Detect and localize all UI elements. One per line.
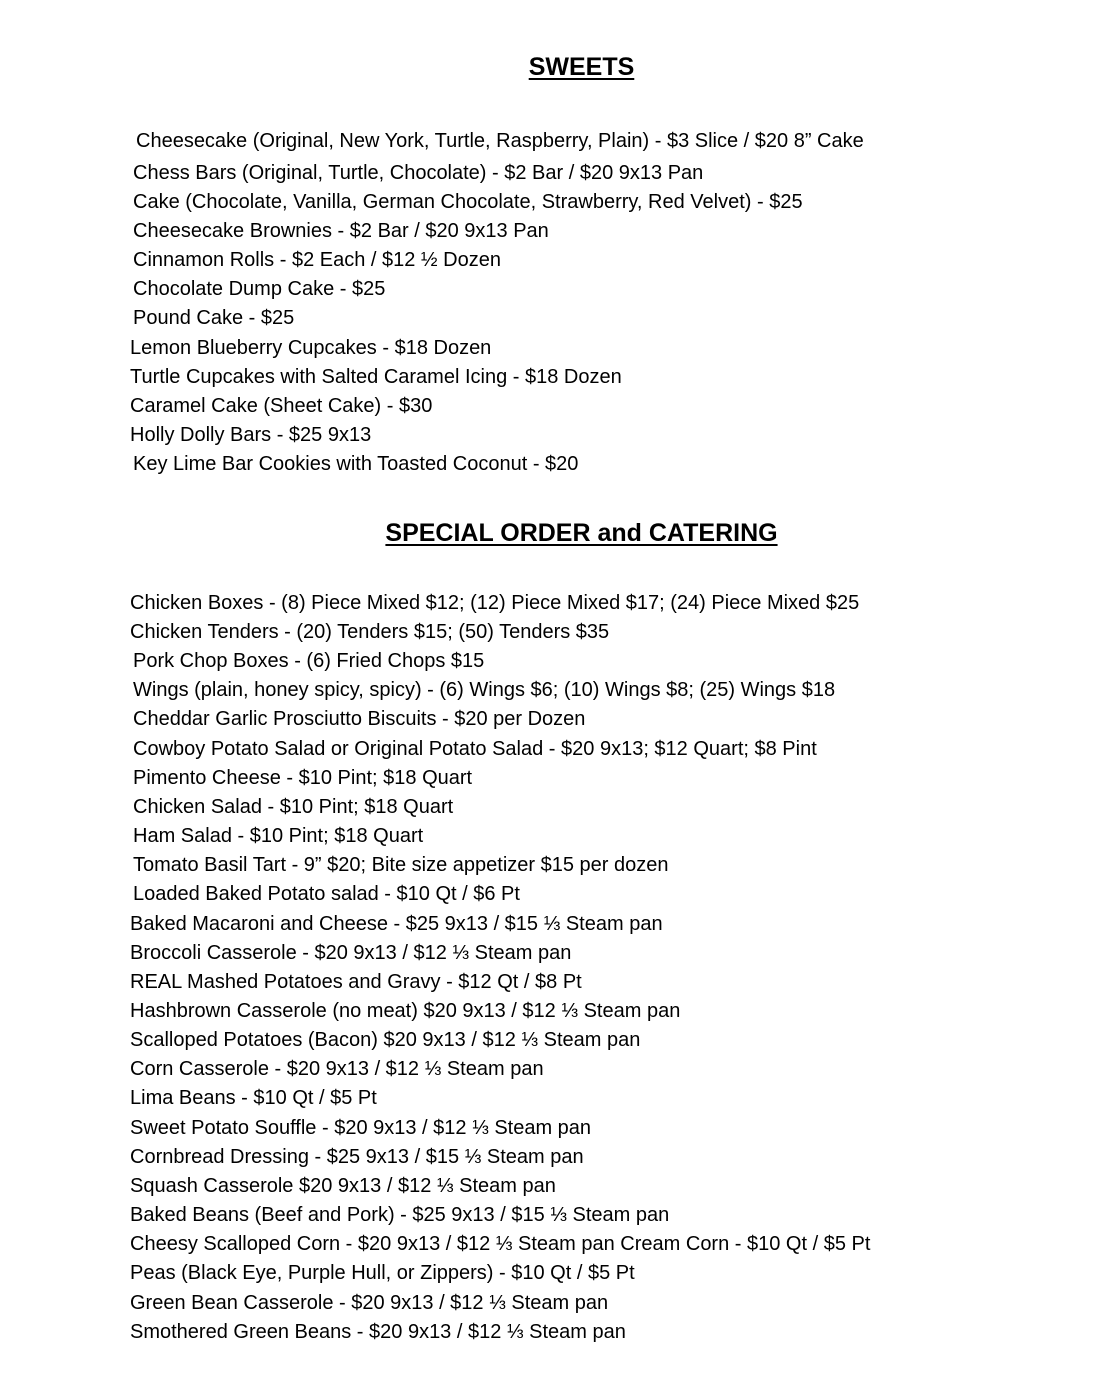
special-order-item: Cheddar Garlic Prosciutto Biscuits - $20 per Dozen [133,708,586,730]
sweets-item: Cinnamon Rolls - $2 Each / $12 ½ Dozen [133,249,501,271]
sweets-item: Cake (Chocolate, Vanilla, German Chocolate, Strawberry, Red Velvet) - $25 [133,191,803,213]
special-order-item: Smothered Green Beans - $20 9x13 / $12 ⅓ Steam pan [130,1321,626,1343]
special-order-item: Cowboy Potato Salad or Original Potato Salad - $20 9x13; $12 Quart; $8 Pint [133,738,817,760]
special-order-item: Tomato Basil Tart - 9” $20; Bite size appetizer $15 per dozen [133,854,669,876]
sweets-item: Lemon Blueberry Cupcakes - $18 Dozen [130,337,492,359]
special-order-item: Loaded Baked Potato salad - $10 Qt / $6 Pt [133,883,520,905]
special-order-item: Peas (Black Eye, Purple Hull, or Zippers) - $10 Qt / $5 Pt [130,1262,635,1284]
special-order-item: Chicken Boxes - (8) Piece Mixed $12; (12) Piece Mixed $17; (24) Piece Mixed $25 [130,592,860,614]
sweets-item: Cheesecake (Original, New York, Turtle, Raspberry, Plain) - $3 Slice / $20 8” Cake [136,130,864,152]
special-order-item: Scalloped Potatoes (Bacon) $20 9x13 / $12 ⅓ Steam pan [130,1029,641,1051]
special-order-item: Green Bean Casserole - $20 9x13 / $12 ⅓ Steam pan [130,1292,609,1314]
sweets-item: Caramel Cake (Sheet Cake) - $30 [130,395,433,417]
special-order-item: Chicken Tenders - (20) Tenders $15; (50) Tenders $35 [130,621,610,643]
special-order-item: Wings (plain, honey spicy, spicy) - (6) Wings $6; (10) Wings $8; (25) Wings $18 [133,679,836,701]
special-order-item: Pork Chop Boxes - (6) Fried Chops $15 [133,650,485,672]
special-order-item: Broccoli Casserole - $20 9x13 / $12 ⅓ Steam pan [130,942,572,964]
sweets-item: Holly Dolly Bars - $25 9x13 [130,424,372,446]
special-order-item: Pimento Cheese - $10 Pint; $18 Quart [133,767,473,789]
special-order-item: Corn Casserole - $20 9x13 / $12 ⅓ Steam pan [130,1058,544,1080]
sweets-heading: SWEETS [528,53,635,81]
special-order-item: Sweet Potato Souffle - $20 9x13 / $12 ⅓ Steam pan [130,1117,592,1139]
sweets-item: Chess Bars (Original, Turtle, Chocolate) - $2 Bar / $20 9x13 Pan [133,162,704,184]
special-order-item: Cheesy Scalloped Corn - $20 9x13 / $12 ⅓ Steam pan Cream Corn - $10 Qt / $5 Pt [130,1233,871,1255]
special-order-item: Baked Macaroni and Cheese - $25 9x13 / $15 ⅓ Steam pan [130,913,663,935]
special-order-item: Baked Beans (Beef and Pork) - $25 9x13 / $15 ⅓ Steam pan [130,1204,670,1226]
special-order-item: Hashbrown Casserole (no meat) $20 9x13 / $12 ⅓ Steam pan [130,1000,681,1022]
special-order-item: Ham Salad - $10 Pint; $18 Quart [133,825,424,847]
sweets-item: Chocolate Dump Cake - $25 [133,278,386,300]
special-order-item: Cornbread Dressing - $25 9x13 / $15 ⅓ Steam pan [130,1146,584,1168]
special-order-heading: SPECIAL ORDER and CATERING [385,519,778,547]
special-order-item: Lima Beans - $10 Qt / $5 Pt [130,1087,377,1109]
special-order-item: REAL Mashed Potatoes and Gravy - $12 Qt / $8 Pt [130,971,582,993]
sweets-item: Pound Cake - $25 [133,307,295,329]
special-order-item: Squash Casserole $20 9x13 / $12 ⅓ Steam pan [130,1175,556,1197]
sweets-item: Cheesecake Brownies - $2 Bar / $20 9x13 Pan [133,220,549,242]
sweets-item: Key Lime Bar Cookies with Toasted Coconut - $20 [133,453,579,475]
sweets-item: Turtle Cupcakes with Salted Caramel Icing - $18 Dozen [130,366,622,388]
special-order-item: Chicken Salad - $10 Pint; $18 Quart [133,796,454,818]
